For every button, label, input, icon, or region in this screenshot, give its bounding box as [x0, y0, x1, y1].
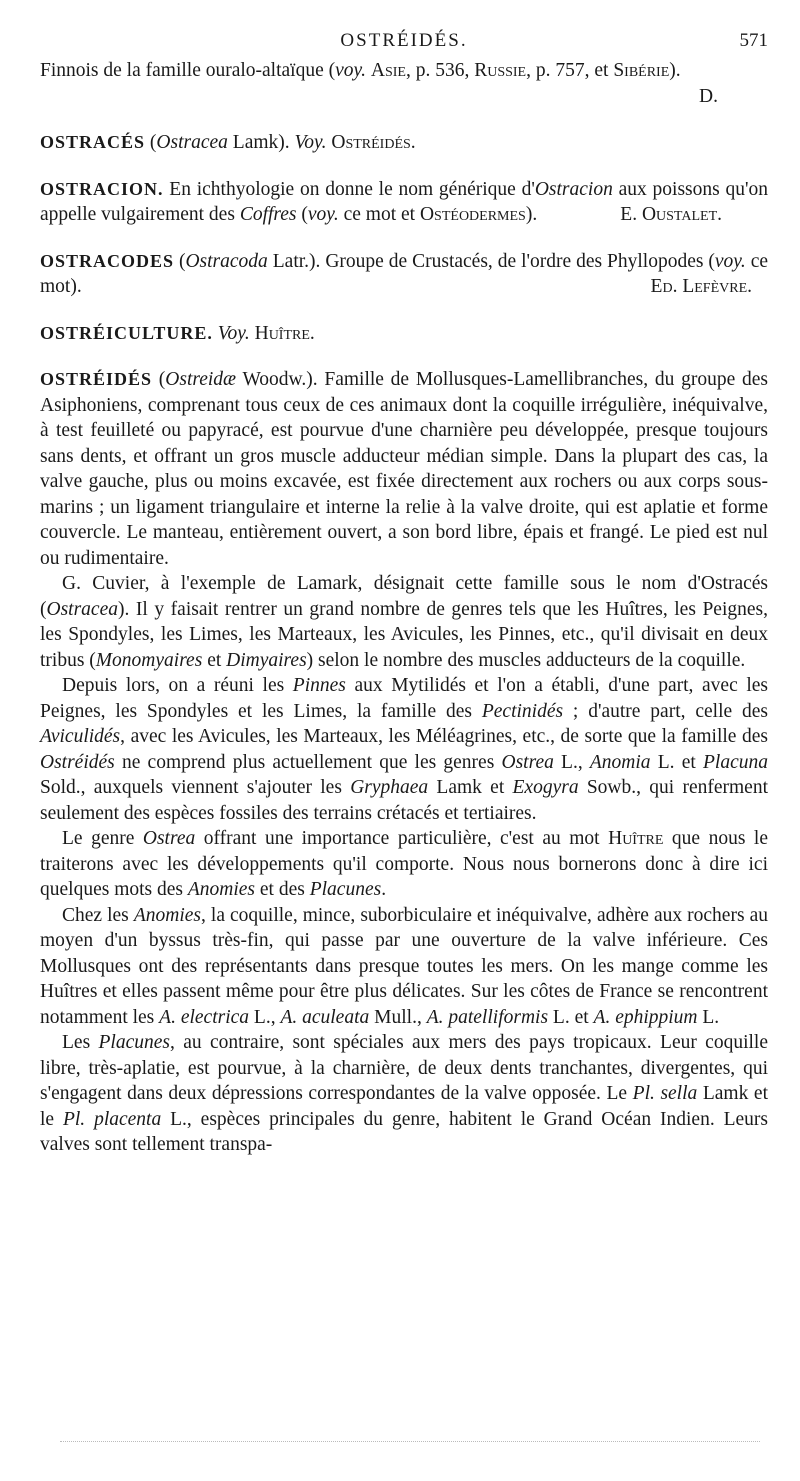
text-run: Lamk et: [428, 777, 513, 798]
text-run: , avec les Avicules, les Marteaux, les Méléagrines, etc., de sorte que la famille des: [120, 726, 768, 747]
entry-ostracodes: [40, 249, 768, 300]
text-run: aux poissons qu'on appelle vulgairement des: [40, 178, 768, 225]
text-run: .: [381, 879, 387, 900]
latin-name: Ostracion: [534, 178, 613, 200]
text-run: L.,: [553, 751, 590, 773]
cross-reference-marker: voy.: [714, 250, 746, 272]
italic-term: Anomies: [133, 904, 201, 926]
text-run: et des: [255, 879, 310, 900]
cross-reference-marker: voy.: [307, 204, 339, 225]
headword: OSTRÉICULTURE.: [40, 322, 213, 343]
signature-text: D.: [699, 85, 718, 107]
italic-term: Dimyaires: [226, 649, 307, 671]
latin-name: Anomia: [589, 751, 651, 773]
cross-reference-siberie: Sibérie: [613, 60, 670, 81]
italic-term: Monomyaires: [95, 649, 203, 671]
italic-term: Pinnes: [292, 675, 346, 696]
text-run: ; d'autre part, celle des: [563, 700, 768, 722]
entry-ostracion: [40, 177, 768, 228]
text-run: ce mot et: [338, 204, 420, 225]
text-run: , au contraire, sont spéciales aux mers des pays tropicaux. Leur coquille libre, très-aplatie, est pourvue, à la charnière, de deux dents tranchantes, divergentes, qui s'engagent dans deux dépressions correspondantes de la valve opposée. Le: [40, 1032, 768, 1104]
text-run: offrant une importance particulière, c'est au mot: [195, 828, 609, 849]
bottom-edge-rule: [60, 1441, 760, 1442]
text-run: , p. 536,: [405, 60, 475, 81]
text-run: Mull.,: [369, 1006, 427, 1028]
cross-reference-target: Ostréidés.: [326, 132, 416, 153]
cross-reference-marker: Voy.: [294, 132, 327, 153]
text-run: que nous le traiterons avec les développements qu'il comporte. Nous nous bornerons donc à dire ici quelques mots des: [40, 828, 768, 900]
author-signature: E. Oustalet.: [620, 204, 722, 225]
paragraph-genre-ostrea: [40, 826, 768, 903]
cross-reference-russie: Russie: [474, 60, 527, 81]
species-name: A. patelliformis: [426, 1006, 549, 1028]
text-run: Chez les: [62, 904, 134, 926]
text-run: ne comprend plus actuellement que les genres: [114, 751, 502, 773]
text-run: Lamk).: [227, 132, 295, 153]
entry-ostraces: [40, 130, 768, 156]
text-run: Finnois de la famille ouralo-altaïque (: [40, 60, 336, 81]
text-run: (: [174, 250, 186, 272]
text-run: G. Cuvier, à l'exemple de Lamark, désignait cette famille sous le nom d'Ostracés (: [40, 573, 768, 620]
text-run: aux Mytilidés et l'on a établi, d'une part, avec les Peignes, les Spondyles et les Limes, la famille des: [40, 675, 768, 722]
cross-reference-marker: Voy.: [217, 322, 250, 344]
text-run: Sowb., qui renferment seulement des espèces fossiles des terrains crétacés et tertiaires.: [40, 777, 768, 824]
text-run: Latr.). Groupe de Crustacés, de l'ordre des Phyllopodes (: [267, 250, 715, 272]
continuation-paragraph: [40, 58, 768, 84]
cross-reference-target: Huître.: [249, 322, 315, 344]
italic-term: Ostréidés: [40, 751, 115, 773]
italic-term: Coffres: [239, 204, 297, 225]
headword: OSTRACODES: [40, 250, 175, 271]
text-run: ce mot).: [40, 250, 769, 297]
text-run: En ichthyologie on donne le nom générique d': [163, 178, 535, 200]
headword: OSTRÉIDÉS: [40, 369, 153, 389]
text-run: , la coquille, mince, suborbiculaire et inéquivalve, adhère aux rochers au moyen d'un byssus très-fin, qui passe par une ouverture de la valve inférieure. Ces Mollusques ont des représentants dans presque toutes les mers. On les mange comme les Huîtres et elles passent même pour être plus délicates. Sur les côtes de France se rencontrent notamment les: [40, 904, 768, 1028]
latin-name: Ostracea: [156, 132, 228, 153]
species-name: A. electrica: [159, 1006, 250, 1028]
text-run: Le genre: [62, 828, 143, 849]
author-signature: Ed. Lefèvre.: [650, 276, 752, 297]
text-run: L., espèces principales du genre, habitent le Grand Océan Indien. Leurs valves sont tellement transpa-: [40, 1108, 768, 1155]
latin-name: Gryphaea: [350, 777, 429, 798]
latin-name: Exogyra: [512, 777, 579, 798]
page-number: 571: [739, 30, 768, 51]
text-run: ). Il y faisait rentrer un grand nombre de genres tels que les Huîtres, les Peignes, les Spondyles, les Limes, les Marteaux, les Avicules, les Pinnes, etc., qu'il divisait en deux tribus (: [40, 598, 768, 671]
cross-reference-asie: Asie: [370, 60, 406, 81]
text-run: (: [296, 204, 308, 225]
paragraph-placunes: [40, 1030, 768, 1158]
italic-term: Placunes: [98, 1032, 170, 1053]
species-name: Pl. sella: [632, 1083, 698, 1104]
text-run: Lamk et le: [40, 1083, 768, 1130]
text-run: et: [202, 649, 227, 671]
latin-name: Ostracoda: [185, 250, 268, 272]
species-name: A. ephippium: [593, 1006, 698, 1028]
latin-name: Ostrea: [142, 828, 196, 849]
text-run: L. et: [548, 1006, 594, 1028]
text-run: ).: [525, 204, 538, 225]
text-run: Depuis lors, on a réuni les: [62, 675, 293, 696]
entry-ostreiculture: [40, 321, 768, 347]
text-run: (: [145, 132, 157, 153]
headword: OSTRACÉS: [40, 132, 146, 152]
italic-term: Placunes: [309, 879, 382, 900]
latin-name: Ostreidæ: [165, 369, 237, 390]
latin-name: Placuna: [703, 751, 768, 773]
text-run: Woodw.). Famille de Mollusques-Lamellibranches, du groupe des Asiphoniens, comprenant tous ceux de ces animaux dont la coquille irrégulière, inéquivalve, à test feuilleté ou papyracé, est pourvue d'une charnière peu développée, presque toujours sans dents, et offrant un gros muscle adducteur médian simple. Dans la plupart des cas, la valve gauche, plus ou moins excavée, est fixée directement aux rochers ou aux corps sous-marins ; un ligament triangulaire et interne la relie à la valve droite, qui est aplatie et forme couvercle. Le manteau, entièrement ouvert, a son bord libre, épais et frangé. Le pied est nul ou rudimentaire.: [40, 369, 768, 569]
text-run: , p. 757, et: [526, 60, 614, 81]
headword: OSTRACION.: [40, 178, 164, 199]
text-run: ) selon le nombre des muscles adducteurs de la coquille.: [306, 649, 746, 671]
text-run: L. et: [650, 751, 703, 773]
text-run: Les: [62, 1032, 99, 1053]
text-run: L.,: [249, 1006, 281, 1028]
paragraph-anomies: [40, 903, 768, 1031]
entry-ostreides: [40, 367, 768, 571]
text-run: Sold., auxquels viennent s'ajouter les: [40, 777, 351, 798]
author-signature: [40, 84, 768, 110]
italic-term: Pectinidés: [481, 700, 564, 722]
running-head: [40, 28, 768, 58]
text-run: (: [152, 369, 166, 390]
text-run: L.: [697, 1006, 720, 1028]
text-run: ).: [669, 60, 681, 81]
italic-term: Aviculidés: [40, 726, 121, 747]
paragraph-cuvier: [40, 571, 768, 673]
cross-reference-marker: voy.: [335, 60, 366, 81]
cross-reference-target: Ostéodermes: [419, 204, 526, 225]
species-name: A. aculeata: [280, 1006, 370, 1028]
species-name: Pl. placenta: [62, 1108, 162, 1130]
latin-name: Ostrea: [501, 751, 554, 773]
document-page: [40, 28, 768, 1158]
paragraph-depuis-lors: [40, 673, 768, 826]
running-title: OSTRÉIDÉS.: [340, 30, 468, 51]
latin-name: Ostracea: [46, 598, 118, 620]
italic-term: Anomies: [187, 879, 256, 900]
cross-reference-target: Huître: [608, 828, 664, 849]
